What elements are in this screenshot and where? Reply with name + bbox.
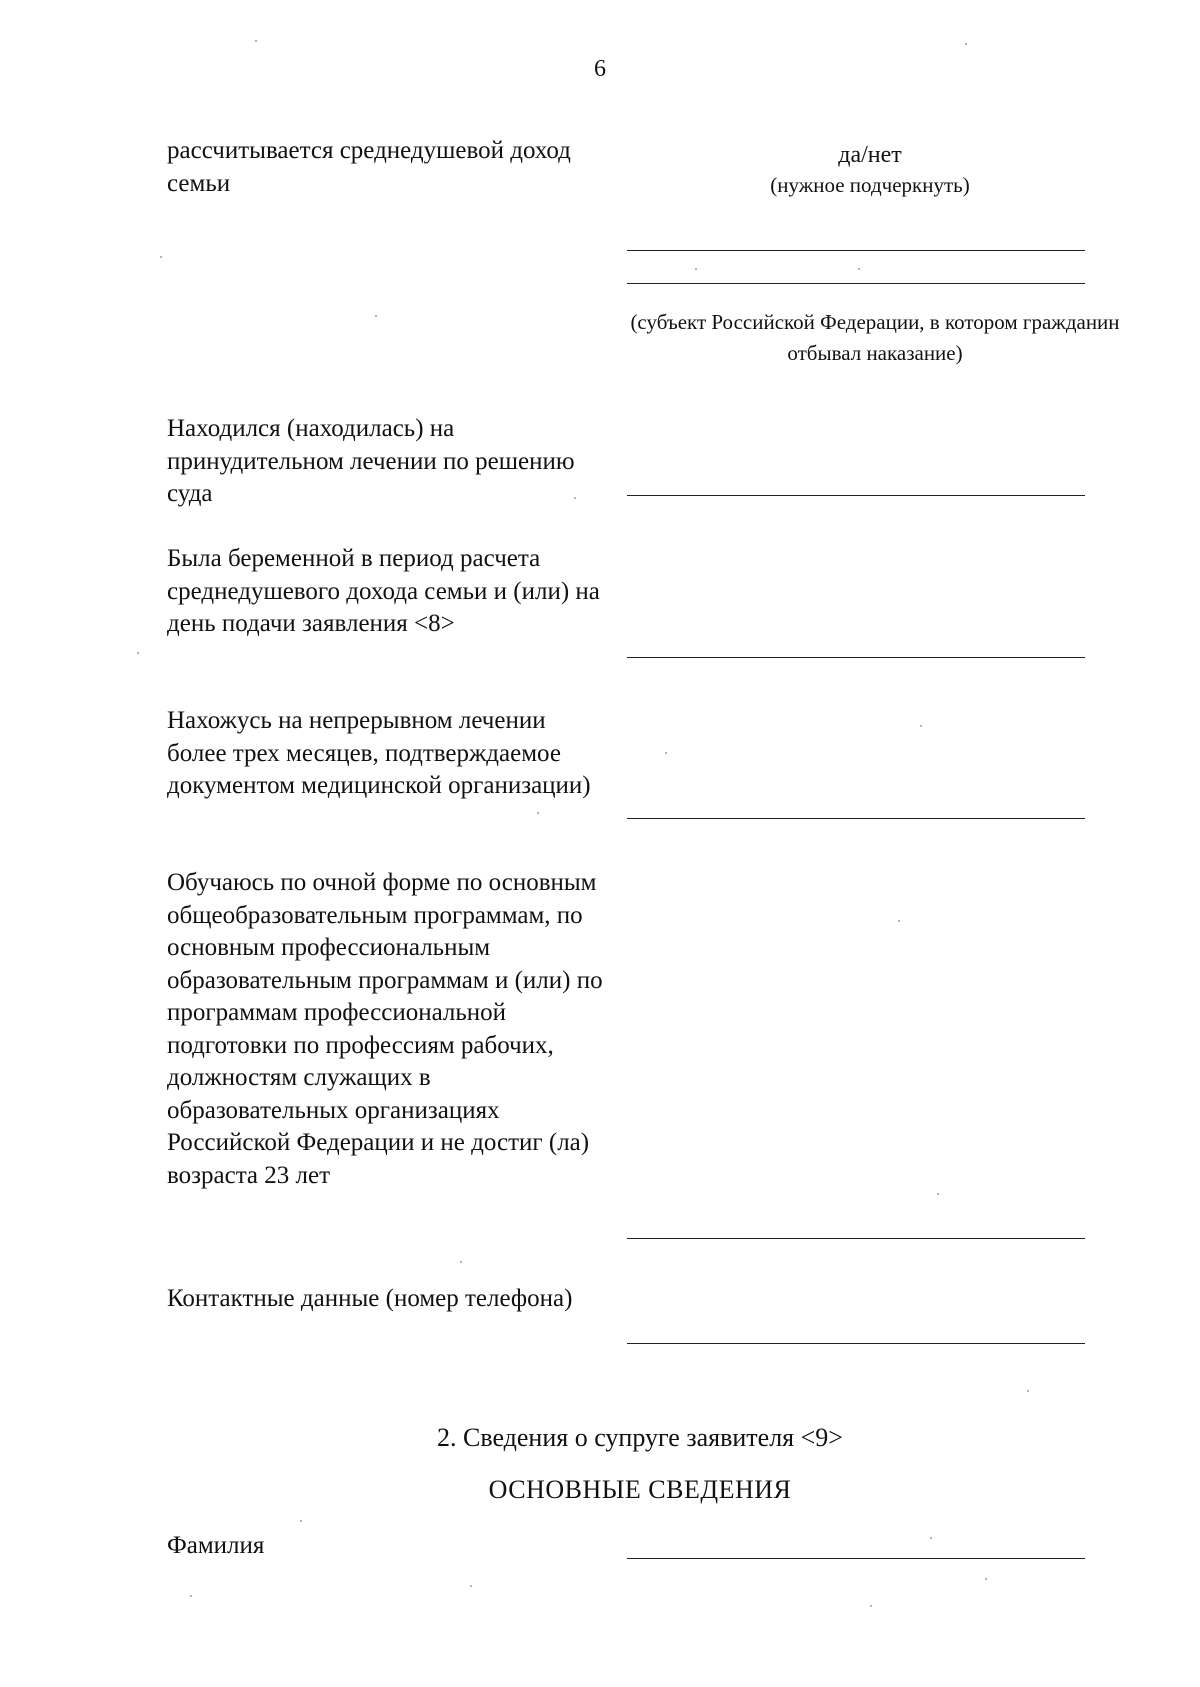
scan-speck: [460, 1261, 462, 1263]
section-2-title: 2. Сведения о супруге заявителя <9>: [437, 1423, 843, 1452]
scan-speck: [930, 1537, 932, 1539]
surname-label: Фамилия: [167, 1532, 265, 1559]
scan-speck: [898, 920, 900, 922]
field-input-pregnancy[interactable]: [627, 657, 1085, 658]
income-question-label: рассчитывается среднедушевой доход семьи: [167, 137, 571, 197]
surname-input-line[interactable]: [627, 1558, 1085, 1559]
scan-speck: [160, 256, 162, 258]
scan-speck: [137, 652, 139, 654]
section-2-subtitle: ОСНОВНЫЕ СВЕДЕНИЯ: [488, 1475, 792, 1504]
scan-speck: [965, 43, 967, 45]
scan-speck: [1027, 1390, 1029, 1392]
field-label-continuous-treatment: Нахожусь на непрерывном лечении более трех месяцев, подтверждаемое документом медицинской организации): [167, 707, 591, 799]
field-label-compulsory-treatment: Находился (находилась) на принудительном лечении по решению суда: [167, 415, 575, 507]
subject-input-line-1[interactable]: [627, 250, 1085, 251]
scan-speck: [695, 268, 697, 270]
field-label-pregnancy: Была беременной в период расчета среднедушевого дохода семьи и (или) на день подачи заявления <8>: [167, 545, 600, 637]
page-number: 6: [594, 56, 606, 82]
scan-speck: [937, 1193, 939, 1195]
yes-no-hint: (нужное подчеркнуть): [770, 173, 970, 197]
field-input-continuous-treatment[interactable]: [627, 818, 1085, 819]
subject-field-hint: (субъект Российской Федерации, в котором гражданин отбывал наказание): [630, 310, 1120, 365]
scan-speck: [300, 1520, 302, 1522]
scan-speck: [190, 1595, 192, 1597]
scan-speck: [985, 1578, 987, 1580]
scan-speck: [920, 725, 922, 727]
scan-speck: [574, 497, 576, 499]
scan-speck: [665, 752, 667, 754]
scan-speck: [858, 268, 860, 270]
field-input-full-time-study[interactable]: [627, 1238, 1085, 1239]
field-input-compulsory-treatment[interactable]: [627, 495, 1085, 496]
scan-speck: [537, 812, 539, 814]
field-label-contact-phone: Контактные данные (номер телефона): [167, 1285, 573, 1312]
field-label-full-time-study: Обучаюсь по очной форме по основным общеобразовательным программам, по основным профессиональным образовательным программам и (или) по программам профессиональной подготовки по профессиям рабочих, должностям служащих в образовательных организациях Российской Федерации и не достиг (ла) возраста 23 лет: [167, 869, 603, 1189]
field-input-contact-phone[interactable]: [627, 1343, 1085, 1344]
scan-speck: [255, 40, 257, 42]
subject-input-line-2[interactable]: [627, 283, 1085, 284]
yes-no-answer[interactable]: да/нет: [838, 142, 902, 168]
scan-speck: [870, 1605, 872, 1607]
scan-speck: [470, 1585, 472, 1587]
scan-speck: [375, 315, 377, 317]
yes-no-choice[interactable]: [740, 140, 1000, 200]
